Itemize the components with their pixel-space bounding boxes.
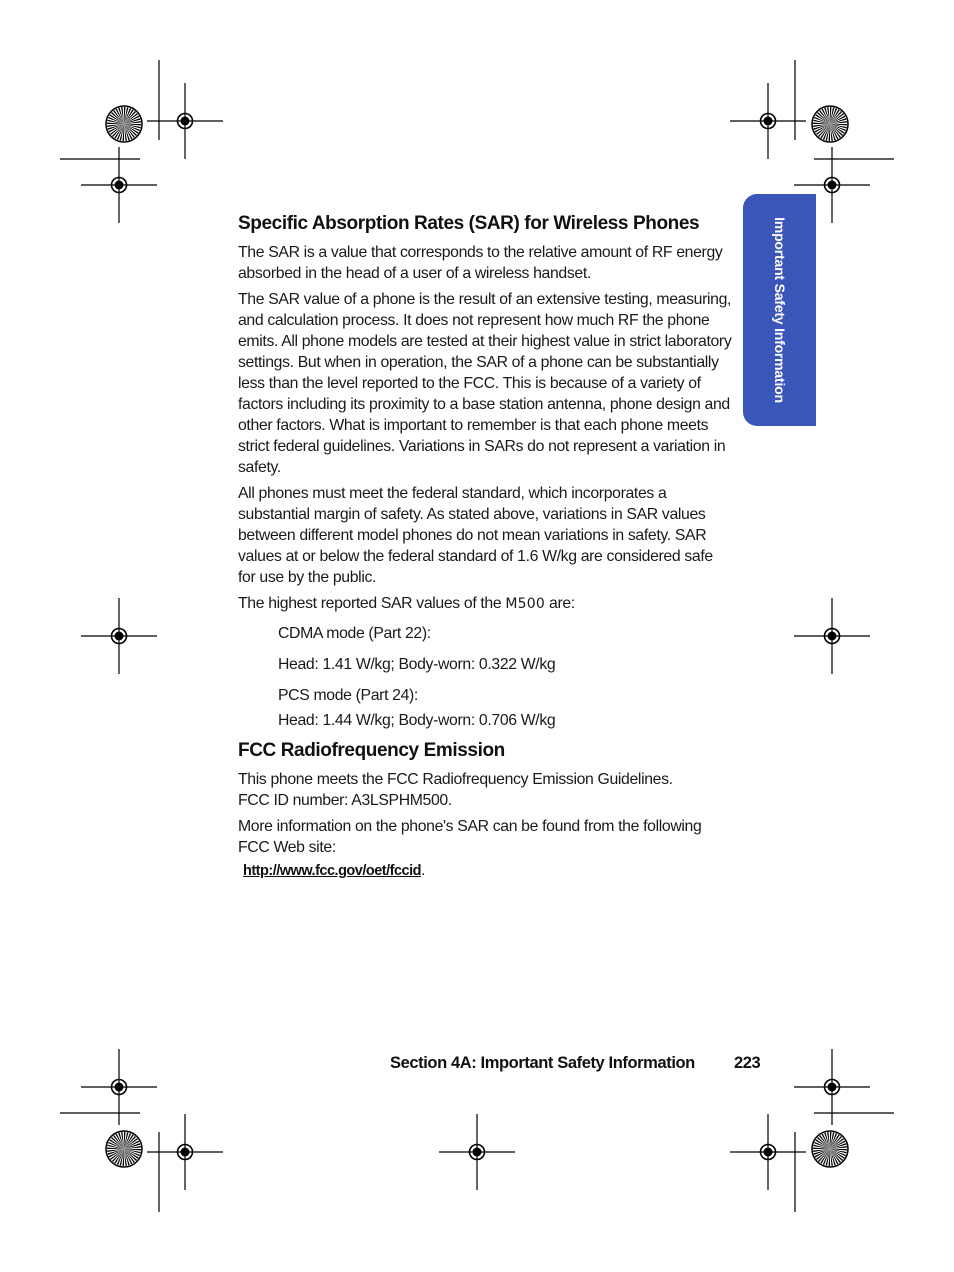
fcc-link[interactable]: http://www.fcc.gov/oet/fccid [243, 863, 421, 879]
side-tab-label: Important Safety Information [771, 217, 788, 403]
side-tab [743, 194, 816, 426]
fcc-guidelines-line: This phone meets the FCC Radiofrequency Emission Guidelines. [238, 771, 673, 788]
reg-bottom-left-dot [181, 1148, 190, 1157]
reg-right-middle-dot [828, 632, 837, 641]
reg-left-middle-dot [115, 632, 124, 641]
reg-right-upper-dot [828, 181, 837, 190]
pcs-values: Head: 1.44 W/kg; Body-worn: 0.706 W/kg [278, 712, 556, 729]
cdma-values: Head: 1.41 W/kg; Body-worn: 0.322 W/kg [278, 656, 556, 673]
highest-suffix-text: are: [544, 595, 575, 612]
highest-values-intro [238, 593, 734, 615]
reg-left-lower-dot [115, 1083, 124, 1092]
fcc-more-info: More information on the phone's SAR can be found from the following FCC Web site: [238, 818, 702, 856]
reg-right-lower-dot [828, 1083, 837, 1092]
pcs-mode-label: PCS mode (Part 24): [278, 687, 418, 704]
sar-paragraph-3: All phones must meet the federal standard, which incorporates a substantial margin of safety. As stated above, variations in SAR values between different model phones do not mean variations in safety. SAR values at or below the federal standard of 1.6 W/kg are considered safe for use by the public. [238, 485, 713, 586]
fcc-id-line: FCC ID number: A3LSPHM500. [238, 792, 452, 809]
sar-heading: Specific Absorption Rates (SAR) for Wireless Phones [238, 213, 700, 234]
page-content [238, 212, 734, 887]
fcc-heading: FCC Radiofrequency Emission [238, 740, 505, 761]
reg-bottom-right-dot [764, 1148, 773, 1157]
reg-top-right-dot [764, 117, 773, 126]
page-number: 223 [734, 1054, 761, 1072]
cdma-mode-label: CDMA mode (Part 22): [278, 625, 431, 642]
fcc-link-suffix: . [421, 862, 426, 879]
reg-bottom-center-dot [473, 1148, 482, 1157]
highest-intro-text: The highest reported SAR values of the [238, 595, 506, 612]
reg-left-upper-dot [115, 181, 124, 190]
sar-paragraph-2: The SAR value of a phone is the result of an extensive testing, measuring, and calculation process. It does not represent how much RF the phone emits. All phone models are tested at their highest value in strict laboratory settings. But when in operation, the SAR of a phone can be substantially less than the level reported to the FCC. This is because of a variety of factors including its proximity to a base station antenna, phone design and other factors. What is important to remember is that each phone meets strict federal guidelines. Variations in SARs do not represent a variation in safety. [238, 291, 732, 476]
reg-top-left-dot [181, 117, 190, 126]
model-name: M500 [505, 596, 545, 612]
sar-paragraph-1: The SAR is a value that corresponds to the relative amount of RF energy absorbed in the head of a user of a wireless handset. [238, 244, 723, 282]
footer-section: Section 4A: Important Safety Information [390, 1054, 695, 1072]
fcc-link-line [243, 860, 734, 882]
